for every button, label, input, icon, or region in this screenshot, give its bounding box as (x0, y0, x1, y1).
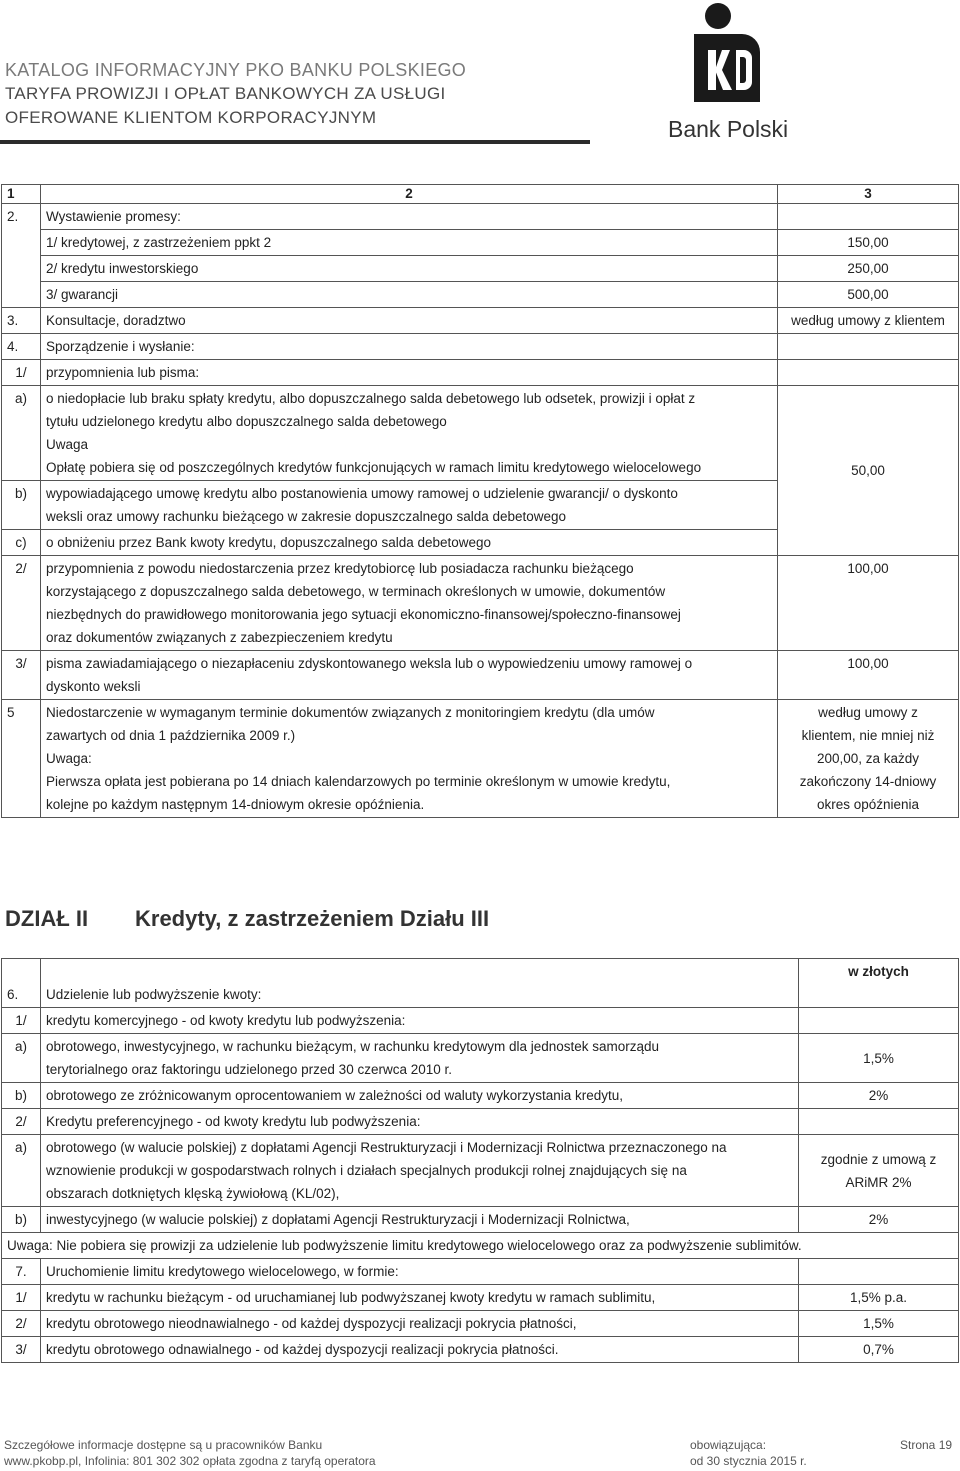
row-value (778, 700, 959, 818)
footer-valid-label: obowiązująca: (690, 1438, 767, 1452)
section-heading (5, 906, 490, 932)
text-line: oraz dokumentów związanych z zabezpieczeniem kredytu (46, 630, 393, 645)
footer-contact: www.pkobp.pl, Infolinia: 801 302 302 opłata zgodna z taryfą operatora (4, 1454, 376, 1468)
row-number: b) (2, 481, 41, 530)
row-number: 7. (2, 1259, 41, 1285)
footer-left (4, 1437, 376, 1469)
row-number: 5 (2, 700, 41, 818)
value-line: zakończony 14-dniowy (799, 774, 937, 789)
row-number: 2/ (2, 1109, 41, 1135)
text-line: terytorialnego oraz faktoringu udzielonego przed 30 czerwca 2010 r. (46, 1062, 452, 1077)
row-text: Konsultacje, doradztwo (41, 308, 778, 334)
row-number: a) (2, 1034, 41, 1083)
row-number: c) (2, 530, 41, 556)
row-text (41, 651, 778, 700)
row-text: inwestycyjnego (w walucie polskiej) z dopłatami Agencji Restrukturyzacji i Modernizacji Rolnictwa, (41, 1207, 799, 1233)
row-text: Wystawienie promesy: (41, 204, 778, 230)
text-line: korzystającego z dopuszczalnego salda debetowego, w terminach określonych w umowie, dokumentów (46, 584, 666, 599)
value-line: zgodnie z umową z (820, 1151, 937, 1167)
table-row (2, 1207, 959, 1233)
row-number: 3/ (2, 1337, 41, 1363)
table-row (2, 1337, 959, 1363)
row-text: Sporządzenie i wysłanie: (41, 334, 778, 360)
footer-info: Szczegółowe informacje dostępne są u pracowników Banku (4, 1438, 323, 1452)
footer-middle (690, 1437, 807, 1469)
text-line: zawartych od dnia 1 października 2009 r.) (46, 728, 296, 743)
col-header-1: 1 (2, 185, 41, 204)
footer-page: Strona 19 (900, 1438, 953, 1452)
text-line: obszarach dotkniętych klęską żywiołową (KL/02), (46, 1186, 340, 1201)
table-row (2, 1083, 959, 1109)
text-line: wypowiadającego umowę kredytu albo postanowienia umowy ramowej o udzielenie gwarancji/ o dyskonto (46, 486, 678, 501)
row-value: 500,00 (778, 282, 959, 308)
table-row (2, 1285, 959, 1311)
row-text: kredytu w rachunku bieżącym - od uruchamianej lub podwyższanej kwoty kredytu w ramach sublimitu, (41, 1285, 799, 1311)
table-row (2, 1034, 959, 1083)
row-text (41, 386, 778, 481)
row-value: 2% (799, 1083, 959, 1109)
row-number: 1/ (2, 360, 41, 386)
note-row: Uwaga: Nie pobiera się prowizji za udzielenie lub podwyższenie limitu kredytowego wielocelowego oraz za podwyższenie sublimitów. (2, 1233, 959, 1259)
row-text: kredytu obrotowego nieodnawialnego - od każdej dyspozycji realizacji pokrycia płatności, (41, 1311, 799, 1337)
value-line: ARiMR 2% (845, 1174, 912, 1190)
text-line: Niedostarczenie w wymaganym terminie dokumentów związanych z monitoringiem kredytu (dla umów (46, 705, 655, 720)
row-number: b) (2, 1207, 41, 1233)
table-row (2, 700, 959, 818)
row-value: 100,00 (778, 651, 959, 700)
row-text (41, 700, 778, 818)
text-line: Pierwsza opłata jest pobierana po 14 dniach kalendarzowych po terminie określonym w umowie kredytu, (46, 774, 671, 789)
row-value: 150,00 (778, 230, 959, 256)
table-row (2, 282, 959, 308)
pko-logo (664, 0, 804, 150)
table-row (2, 1311, 959, 1337)
row-number: a) (2, 1135, 41, 1207)
table-row (2, 334, 959, 360)
header-line-2: TARYFA PROWIZJI I OPŁAT BANKOWYCH ZA USŁUGI (5, 84, 446, 103)
row-value: 1,5% (799, 1311, 959, 1337)
pko-emblem-icon (664, 0, 804, 112)
row-text: o obniżeniu przez Bank kwoty kredytu, dopuszczalnego salda debetowego (41, 530, 778, 556)
table-row (2, 1135, 959, 1207)
row-number: 4. (2, 334, 41, 360)
row-text: 3/ gwarancji (41, 282, 778, 308)
row-value (778, 204, 959, 230)
text-line: kolejne po każdym następnym 14-dniowym okresie opóźnienia. (46, 797, 425, 812)
text-line: obrotowego, inwestycyjnego, w rachunku bieżącym, w rachunku kredytowym dla jednostek samorządu (46, 1039, 660, 1054)
row-text: kredytu komercyjnego - od kwoty kredytu lub podwyższenia: (41, 1008, 799, 1034)
text-line: niezbędnych do prawidłowego monitorowania jego sytuacji ekonomiczno-finansowej/społeczno-finansowej (46, 607, 681, 622)
header-line-1: KATALOG INFORMACYJNY PKO BANKU POLSKIEGO (5, 60, 467, 80)
row-value: 1,5% (799, 1034, 959, 1083)
row-text: Kredytu preferencyjnego - od kwoty kredytu lub podwyższenia: (41, 1109, 799, 1135)
text-line: obrotowego (w walucie polskiej) z dopłatami Agencji Restrukturyzacji i Modernizacji Rolnictwa przeznaczonego na (46, 1140, 727, 1155)
row-number: 6. (2, 959, 41, 1008)
text-line: Uwaga: (46, 751, 92, 766)
row-value: 1,5% p.a. (799, 1285, 959, 1311)
table-row (2, 230, 959, 256)
table-row (2, 386, 959, 481)
row-text: Uruchomienie limitu kredytowego wielocelowego, w formie: (41, 1259, 799, 1285)
col-header-2: 2 (41, 185, 778, 204)
value-line: według umowy z (818, 705, 918, 720)
row-number: b) (2, 1083, 41, 1109)
text-line: pisma zawiadamiającego o niezapłaceniu zdyskontowanego weksla lub o wypowiedzeniu umowy ramowej o (46, 656, 693, 671)
row-number: 1/ (2, 1008, 41, 1034)
row-text: kredytu obrotowego odnawialnego - od każdej dyspozycji realizacji pokrycia płatności. (41, 1337, 799, 1363)
text-line: przypomnienia z powodu niedostarczenia przez kredytobiorcę lub posiadacza rachunku bieżącego (46, 561, 634, 576)
table-row (2, 256, 959, 282)
row-text: obrotowego ze zróżnicowanym oprocentowaniem w zależności od waluty wykorzystania kredytu, (41, 1083, 799, 1109)
row-value: 250,00 (778, 256, 959, 282)
row-text (41, 1135, 799, 1207)
table-row (2, 651, 959, 700)
row-number: 2/ (2, 556, 41, 651)
row-value: 2% (799, 1207, 959, 1233)
document-header (5, 58, 466, 130)
table-row (2, 959, 959, 1008)
value-line: okres opóźnienia (816, 797, 920, 812)
section-label: DZIAŁ II (5, 906, 89, 931)
value-line: klientem, nie mniej niż (801, 728, 935, 743)
table-row (2, 1233, 959, 1259)
footer-valid-date: od 30 stycznia 2015 r. (690, 1454, 807, 1468)
row-value: 100,00 (778, 556, 959, 651)
row-value: 0,7% (799, 1337, 959, 1363)
row-number: 2/ (2, 1311, 41, 1337)
col-header-3: 3 (778, 185, 959, 204)
row-number: 1/ (2, 1285, 41, 1311)
table-row (2, 556, 959, 651)
table-row (2, 1109, 959, 1135)
table-row (2, 308, 959, 334)
row-number: a) (2, 386, 41, 481)
section-title: Kredyty, z zastrzeżeniem Działu III (135, 906, 490, 931)
header-line-3: OFEROWANE KLIENTOM KORPORACYJNYM (5, 108, 377, 127)
fee-table-2 (1, 958, 959, 1363)
table-row (2, 204, 959, 230)
header-rule (0, 140, 590, 144)
row-value: 50,00 (778, 386, 959, 556)
text-line: Opłatę pobiera się od poszczególnych kredytów funkcjonujących w ramach limitu kredytowego wielocelowego (46, 460, 702, 475)
table-row (2, 1008, 959, 1034)
table-row (2, 1259, 959, 1285)
text-line: Uwaga (46, 437, 89, 452)
row-text: 1/ kredytowej, z zastrzeżeniem ppkt 2 (41, 230, 778, 256)
row-value: według umowy z klientem (778, 308, 959, 334)
text-line: weksli oraz umowy rachunku bieżącego w zakresie dopuszczalnego salda debetowego (46, 509, 567, 524)
row-text (41, 481, 778, 530)
row-text (41, 1034, 799, 1083)
unit-label: w złotych (799, 959, 959, 1008)
row-text: przypomnienia lub pisma: (41, 360, 778, 386)
row-number: 3/ (2, 651, 41, 700)
row-text: 2/ kredytu inwestorskiego (41, 256, 778, 282)
logo-text: Bank Polski (668, 116, 789, 142)
row-number: 3. (2, 308, 41, 334)
text-line: o niedopłacie lub braku spłaty kredytu, albo dopuszczalnego salda debetowego lub odsetek, prowizji i opłat z (46, 391, 696, 406)
text-line: dyskonto weksli (46, 679, 141, 694)
row-text (41, 556, 778, 651)
value-line: 200,00, za każdy (816, 751, 920, 766)
table-header-row (2, 185, 959, 204)
row-text: Udzielenie lub podwyższenie kwoty: (41, 959, 799, 1008)
row-value (799, 1135, 959, 1207)
table-row (2, 360, 959, 386)
text-line: wznowienie produkcji w gospodarstwach rolnych i działach specjalnych produkcji rolnej znajdujących się na (46, 1163, 687, 1178)
row-number: 2. (2, 204, 41, 230)
text-line: tytułu udzielonego kredytu albo dopuszczalnego salda debetowego (46, 414, 447, 429)
fee-table-1 (1, 184, 959, 818)
